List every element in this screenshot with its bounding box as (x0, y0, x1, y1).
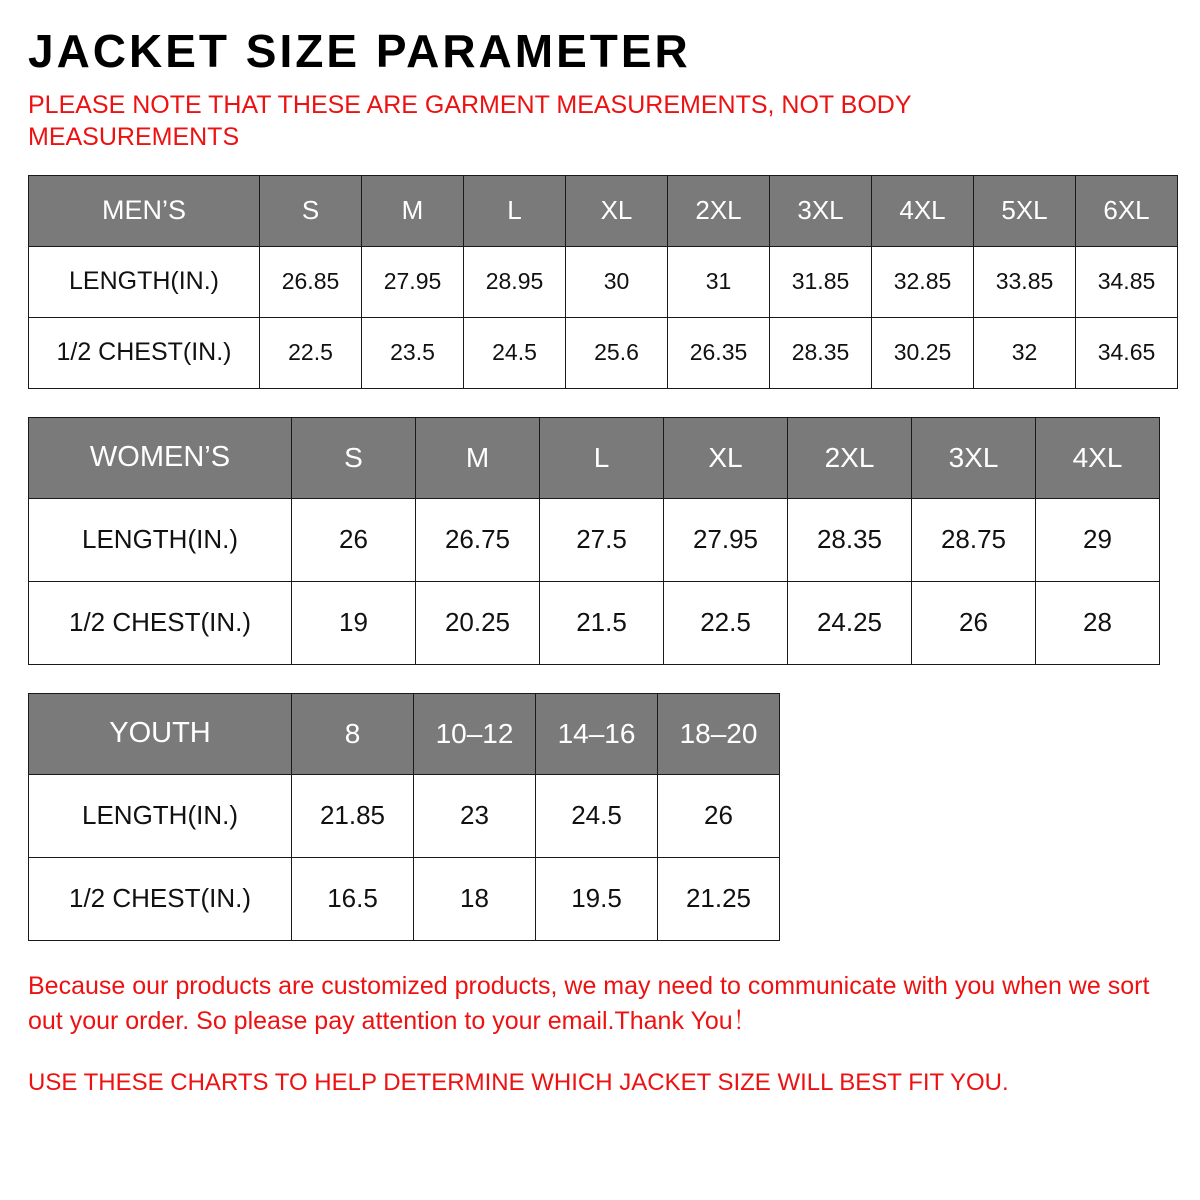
table-cell: 28.95 (464, 246, 566, 317)
table-header-cell: S (260, 175, 362, 246)
table-header-cell: L (464, 175, 566, 246)
table-row (29, 581, 1160, 664)
table-cell: 28.35 (770, 317, 872, 388)
table-header-cell: YOUTH (29, 693, 292, 774)
table-cell: 31 (668, 246, 770, 317)
table-header-row (29, 175, 1178, 246)
table-cell: 16.5 (292, 857, 414, 940)
table-header-cell: 4XL (872, 175, 974, 246)
table-header-cell: 18–20 (658, 693, 780, 774)
table-cell: 27.95 (664, 498, 788, 581)
table-header-cell: S (292, 417, 416, 498)
table-cell: 26.35 (668, 317, 770, 388)
table-cell: 32 (974, 317, 1076, 388)
table-header-row (29, 693, 780, 774)
table-header-cell: 6XL (1076, 175, 1178, 246)
table-cell: 22.5 (260, 317, 362, 388)
table-cell: 33.85 (974, 246, 1076, 317)
table-header-cell: 10–12 (414, 693, 536, 774)
table-cell: 34.85 (1076, 246, 1178, 317)
table-header-cell: 3XL (912, 417, 1036, 498)
table-cell: 26.75 (416, 498, 540, 581)
row-label: 1/2 CHEST(IN.) (29, 857, 292, 940)
table-cell: 19 (292, 581, 416, 664)
table-cell: 24.5 (464, 317, 566, 388)
table-header-cell: 14–16 (536, 693, 658, 774)
table-header-row (29, 417, 1160, 498)
table-cell: 28.35 (788, 498, 912, 581)
row-label: 1/2 CHEST(IN.) (29, 317, 260, 388)
table-cell: 30 (566, 246, 668, 317)
table-cell: 23 (414, 774, 536, 857)
table-cell: 26 (658, 774, 780, 857)
table-cell: 26 (292, 498, 416, 581)
womens-size-table (28, 417, 1160, 665)
table-header-cell: WOMEN’S (29, 417, 292, 498)
table-cell: 32.85 (872, 246, 974, 317)
table-cell: 18 (414, 857, 536, 940)
table-cell: 26.85 (260, 246, 362, 317)
table-header-cell: XL (566, 175, 668, 246)
row-label: LENGTH(IN.) (29, 774, 292, 857)
table-cell: 24.5 (536, 774, 658, 857)
table-header-cell: 5XL (974, 175, 1076, 246)
youth-size-table (28, 693, 780, 941)
table-cell: 19.5 (536, 857, 658, 940)
table-cell: 34.65 (1076, 317, 1178, 388)
table-header-cell: 3XL (770, 175, 872, 246)
table-cell: 25.6 (566, 317, 668, 388)
table-cell: 22.5 (664, 581, 788, 664)
table-row (29, 774, 780, 857)
footer-note-customization: Because our products are customized products, we may need to communicate with you when we sort out your order. So please pay attention to your email.Thank You！ (28, 971, 1150, 1036)
table-cell: 23.5 (362, 317, 464, 388)
table-header-cell: 2XL (668, 175, 770, 246)
table-cell: 27.95 (362, 246, 464, 317)
table-cell: 28 (1036, 581, 1160, 664)
top-note: PLEASE NOTE THAT THESE ARE GARMENT MEASUREMENTS, NOT BODY MEASUREMENTS (28, 90, 912, 151)
table-cell: 31.85 (770, 246, 872, 317)
table-row (29, 498, 1160, 581)
row-label: 1/2 CHEST(IN.) (29, 581, 292, 664)
table-row (29, 317, 1178, 388)
table-cell: 26 (912, 581, 1036, 664)
table-cell: 24.25 (788, 581, 912, 664)
row-label: LENGTH(IN.) (29, 498, 292, 581)
row-label: LENGTH(IN.) (29, 246, 260, 317)
table-header-cell: M (362, 175, 464, 246)
table-header-cell: 2XL (788, 417, 912, 498)
table-row (29, 857, 780, 940)
table-header-cell: XL (664, 417, 788, 498)
table-cell: 21.85 (292, 774, 414, 857)
table-cell: 30.25 (872, 317, 974, 388)
page-title: JACKET SIZE PARAMETER (28, 25, 691, 77)
table-cell: 28.75 (912, 498, 1036, 581)
table-header-cell: 4XL (1036, 417, 1160, 498)
table-header-cell: M (416, 417, 540, 498)
table-cell: 29 (1036, 498, 1160, 581)
table-cell: 21.25 (658, 857, 780, 940)
table-cell: 21.5 (540, 581, 664, 664)
mens-size-table (28, 175, 1178, 389)
table-header-cell: 8 (292, 693, 414, 774)
table-row (29, 246, 1178, 317)
footer-note-usage: USE THESE CHARTS TO HELP DETERMINE WHICH JACKET SIZE WILL BEST FIT YOU. (28, 1068, 1009, 1096)
table-header-cell: L (540, 417, 664, 498)
table-header-cell: MEN’S (29, 175, 260, 246)
table-cell: 20.25 (416, 581, 540, 664)
table-cell: 27.5 (540, 498, 664, 581)
